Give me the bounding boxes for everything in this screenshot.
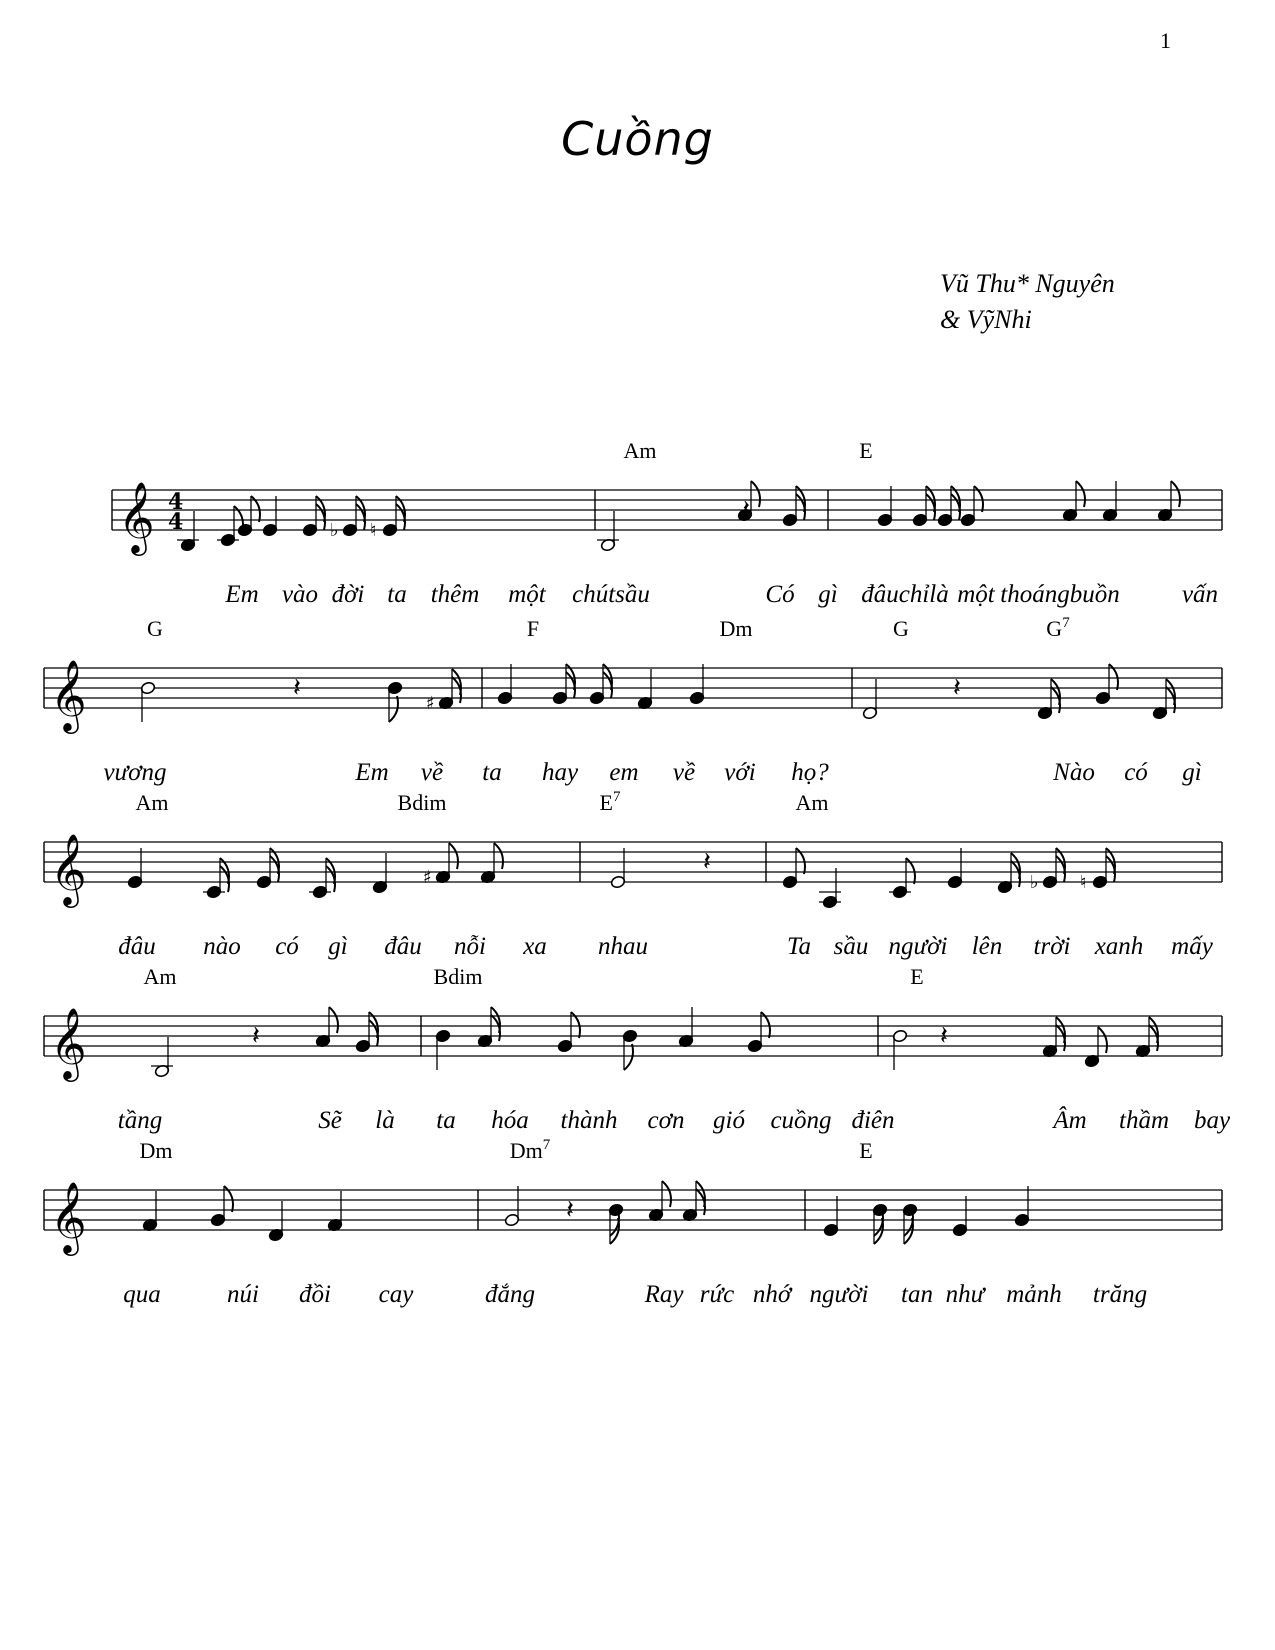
chord-symbol: E	[859, 438, 873, 463]
lyric-word: chútsầu	[572, 581, 650, 608]
chord-symbol: Dm	[719, 616, 753, 641]
lyric-word: em	[609, 759, 639, 786]
treble-clef-icon: 𝄞	[50, 832, 87, 905]
staff-system-5	[44, 1137, 1222, 1308]
lyric-word: gì	[818, 581, 838, 608]
lyric-word: xa	[523, 933, 547, 960]
lyric-word: cay	[378, 1281, 414, 1308]
lyric-word: điên	[851, 1107, 895, 1134]
note-flag	[449, 843, 458, 869]
lyric-word: đâu	[861, 581, 899, 608]
lyric-word: mấy	[1171, 933, 1213, 960]
lyric-word: người	[888, 933, 948, 960]
lyric-word: thêm	[430, 581, 480, 608]
chord-symbol: Am	[623, 438, 657, 463]
composer-line-2: & VỹNhi	[940, 305, 1032, 334]
lyric-word: về	[420, 759, 444, 786]
lyric-word: Sẽ	[318, 1107, 342, 1134]
note-flag	[389, 696, 398, 722]
lyric-word: nỗi	[454, 933, 486, 960]
chord-symbol: Am	[795, 790, 829, 815]
lyric-word: Nào	[1053, 759, 1095, 786]
lyric-word: đâu	[118, 933, 156, 960]
lyric-word: gì	[1182, 759, 1202, 786]
lyric-word: có	[275, 933, 299, 960]
lyric-word: mảnh	[1006, 1281, 1062, 1308]
note-flag	[494, 843, 503, 869]
note-flag	[751, 481, 760, 507]
lyric-word: bay	[1193, 1107, 1231, 1134]
quarter-rest-icon: 𝄽	[566, 1195, 574, 1225]
lyric-word: nhau	[598, 933, 648, 960]
lyric-word: thầm	[1119, 1107, 1169, 1134]
lyric-word: Em	[355, 759, 389, 786]
staff-system-3	[44, 789, 1222, 960]
note-flag	[624, 1044, 633, 1070]
lyric-word: tan	[901, 1281, 933, 1308]
natural-icon: ♮	[370, 520, 377, 541]
note-flag	[1171, 481, 1180, 507]
lyric-word: đời	[331, 581, 365, 608]
lyric-word: Âm	[1053, 1107, 1087, 1134]
lyric-word: gì	[328, 933, 348, 960]
lyric-word: họ?	[791, 759, 829, 786]
treble-clef-icon: 𝄞	[50, 1006, 87, 1079]
lyric-word: tầng	[117, 1107, 163, 1134]
lyric-word: là	[929, 581, 949, 608]
lyric-word: vấn	[1181, 581, 1219, 608]
quarter-rest-icon: 𝄽	[293, 673, 301, 703]
chord-symbol: $G^7$	[1046, 615, 1070, 641]
chord-symbol: E	[910, 964, 924, 989]
note-flag	[1076, 481, 1085, 507]
lyric-word: vào	[281, 581, 319, 608]
quarter-rest-icon: 𝄽	[940, 1021, 948, 1051]
chord-symbol: Dm	[139, 1138, 173, 1163]
lyric-word: gió	[713, 1107, 745, 1134]
quarter-rest-icon: 𝄽	[953, 673, 961, 703]
lyric-word: đắng	[485, 1281, 535, 1308]
sharp-icon: ♯	[426, 693, 435, 714]
lyric-word: cuồng	[770, 1107, 832, 1134]
lyric-word: nào	[203, 933, 241, 960]
lyric-word: núi	[227, 1281, 259, 1308]
lyric-word: đâu	[384, 933, 422, 960]
lyric-word: rức	[699, 1281, 735, 1308]
flat-icon: ♭	[1030, 872, 1039, 893]
lyric-word: xanh	[1094, 933, 1144, 960]
note-flag	[329, 1007, 338, 1033]
lyric-word: một	[957, 581, 995, 608]
lyric-word: trời	[1033, 933, 1071, 960]
chord-symbol: Bdim	[433, 964, 483, 989]
lyric-word: người	[809, 1281, 869, 1308]
lyric-word: vương	[103, 759, 167, 786]
treble-clef-icon: 𝄞	[118, 480, 155, 553]
lyric-word: một	[508, 581, 546, 608]
quarter-rest-icon: 𝄽	[703, 847, 711, 877]
lyric-word: sầu	[833, 933, 869, 960]
chord-symbol: G	[147, 616, 163, 641]
page-number: 1	[1160, 28, 1171, 53]
lyric-word: qua	[123, 1281, 161, 1308]
natural-icon: ♮	[1080, 872, 1087, 893]
staff-system-4	[44, 964, 1231, 1134]
treble-clef-icon: 𝄞	[50, 658, 87, 731]
lyric-word: thoángbuồn	[1000, 581, 1120, 608]
time-signature-bottom: 4	[168, 509, 184, 535]
lyric-word: chỉ	[898, 581, 930, 608]
treble-clef-icon: 𝄞	[50, 1180, 87, 1253]
lyric-word: đồi	[299, 1281, 331, 1308]
lyric-word: như	[945, 1281, 985, 1308]
chord-symbol: G	[893, 616, 909, 641]
lyric-word: ta	[387, 581, 407, 608]
chord-symbol: Am	[143, 964, 177, 989]
lyric-word: lên	[971, 933, 1003, 960]
note-flag	[1098, 1027, 1107, 1053]
chord-extension: 7	[612, 789, 621, 805]
note-flag	[662, 1181, 671, 1207]
chord-extension: 7	[542, 1137, 551, 1153]
staff-system-1	[112, 438, 1222, 608]
chord-symbol: $E^7$	[599, 789, 621, 815]
time-signature-top: 4	[168, 489, 184, 515]
chord-symbol: F	[526, 616, 540, 641]
staff-system-2	[44, 615, 1222, 786]
chord-symbol: E	[859, 1138, 873, 1163]
lyric-word: Em	[225, 581, 259, 608]
song-title: Cuồng	[561, 112, 714, 166]
lyric-word: về	[672, 759, 696, 786]
chord-symbol: Bdim	[397, 790, 447, 815]
lyric-word: thành	[560, 1107, 618, 1134]
composer-line-1: Vũ Thu* Nguyên	[940, 269, 1115, 298]
sharp-icon: ♯	[423, 867, 432, 888]
lyric-word: Ta	[786, 933, 812, 960]
lyric-word: với	[724, 759, 756, 786]
flat-icon: ♭	[330, 520, 339, 541]
lyric-word: Ray	[644, 1281, 684, 1308]
chord-symbol: Am	[135, 790, 169, 815]
lyric-word: là	[375, 1107, 395, 1134]
lyric-word: hóa	[491, 1107, 529, 1134]
lyric-word: cơn	[647, 1107, 685, 1134]
lyric-word: trăng	[1092, 1281, 1148, 1308]
chord-extension: 7	[1062, 615, 1070, 631]
lyric-word: có	[1124, 759, 1148, 786]
lyric-word: Có	[765, 581, 795, 608]
chord-symbol: Dm$^7$	[509, 1137, 551, 1163]
lyric-word: hay	[541, 759, 579, 786]
quarter-rest-icon: 𝄽	[252, 1021, 260, 1051]
lyric-word: nhớ	[752, 1281, 792, 1308]
lyric-word: ta	[482, 759, 502, 786]
lyric-word: ta	[436, 1107, 456, 1134]
